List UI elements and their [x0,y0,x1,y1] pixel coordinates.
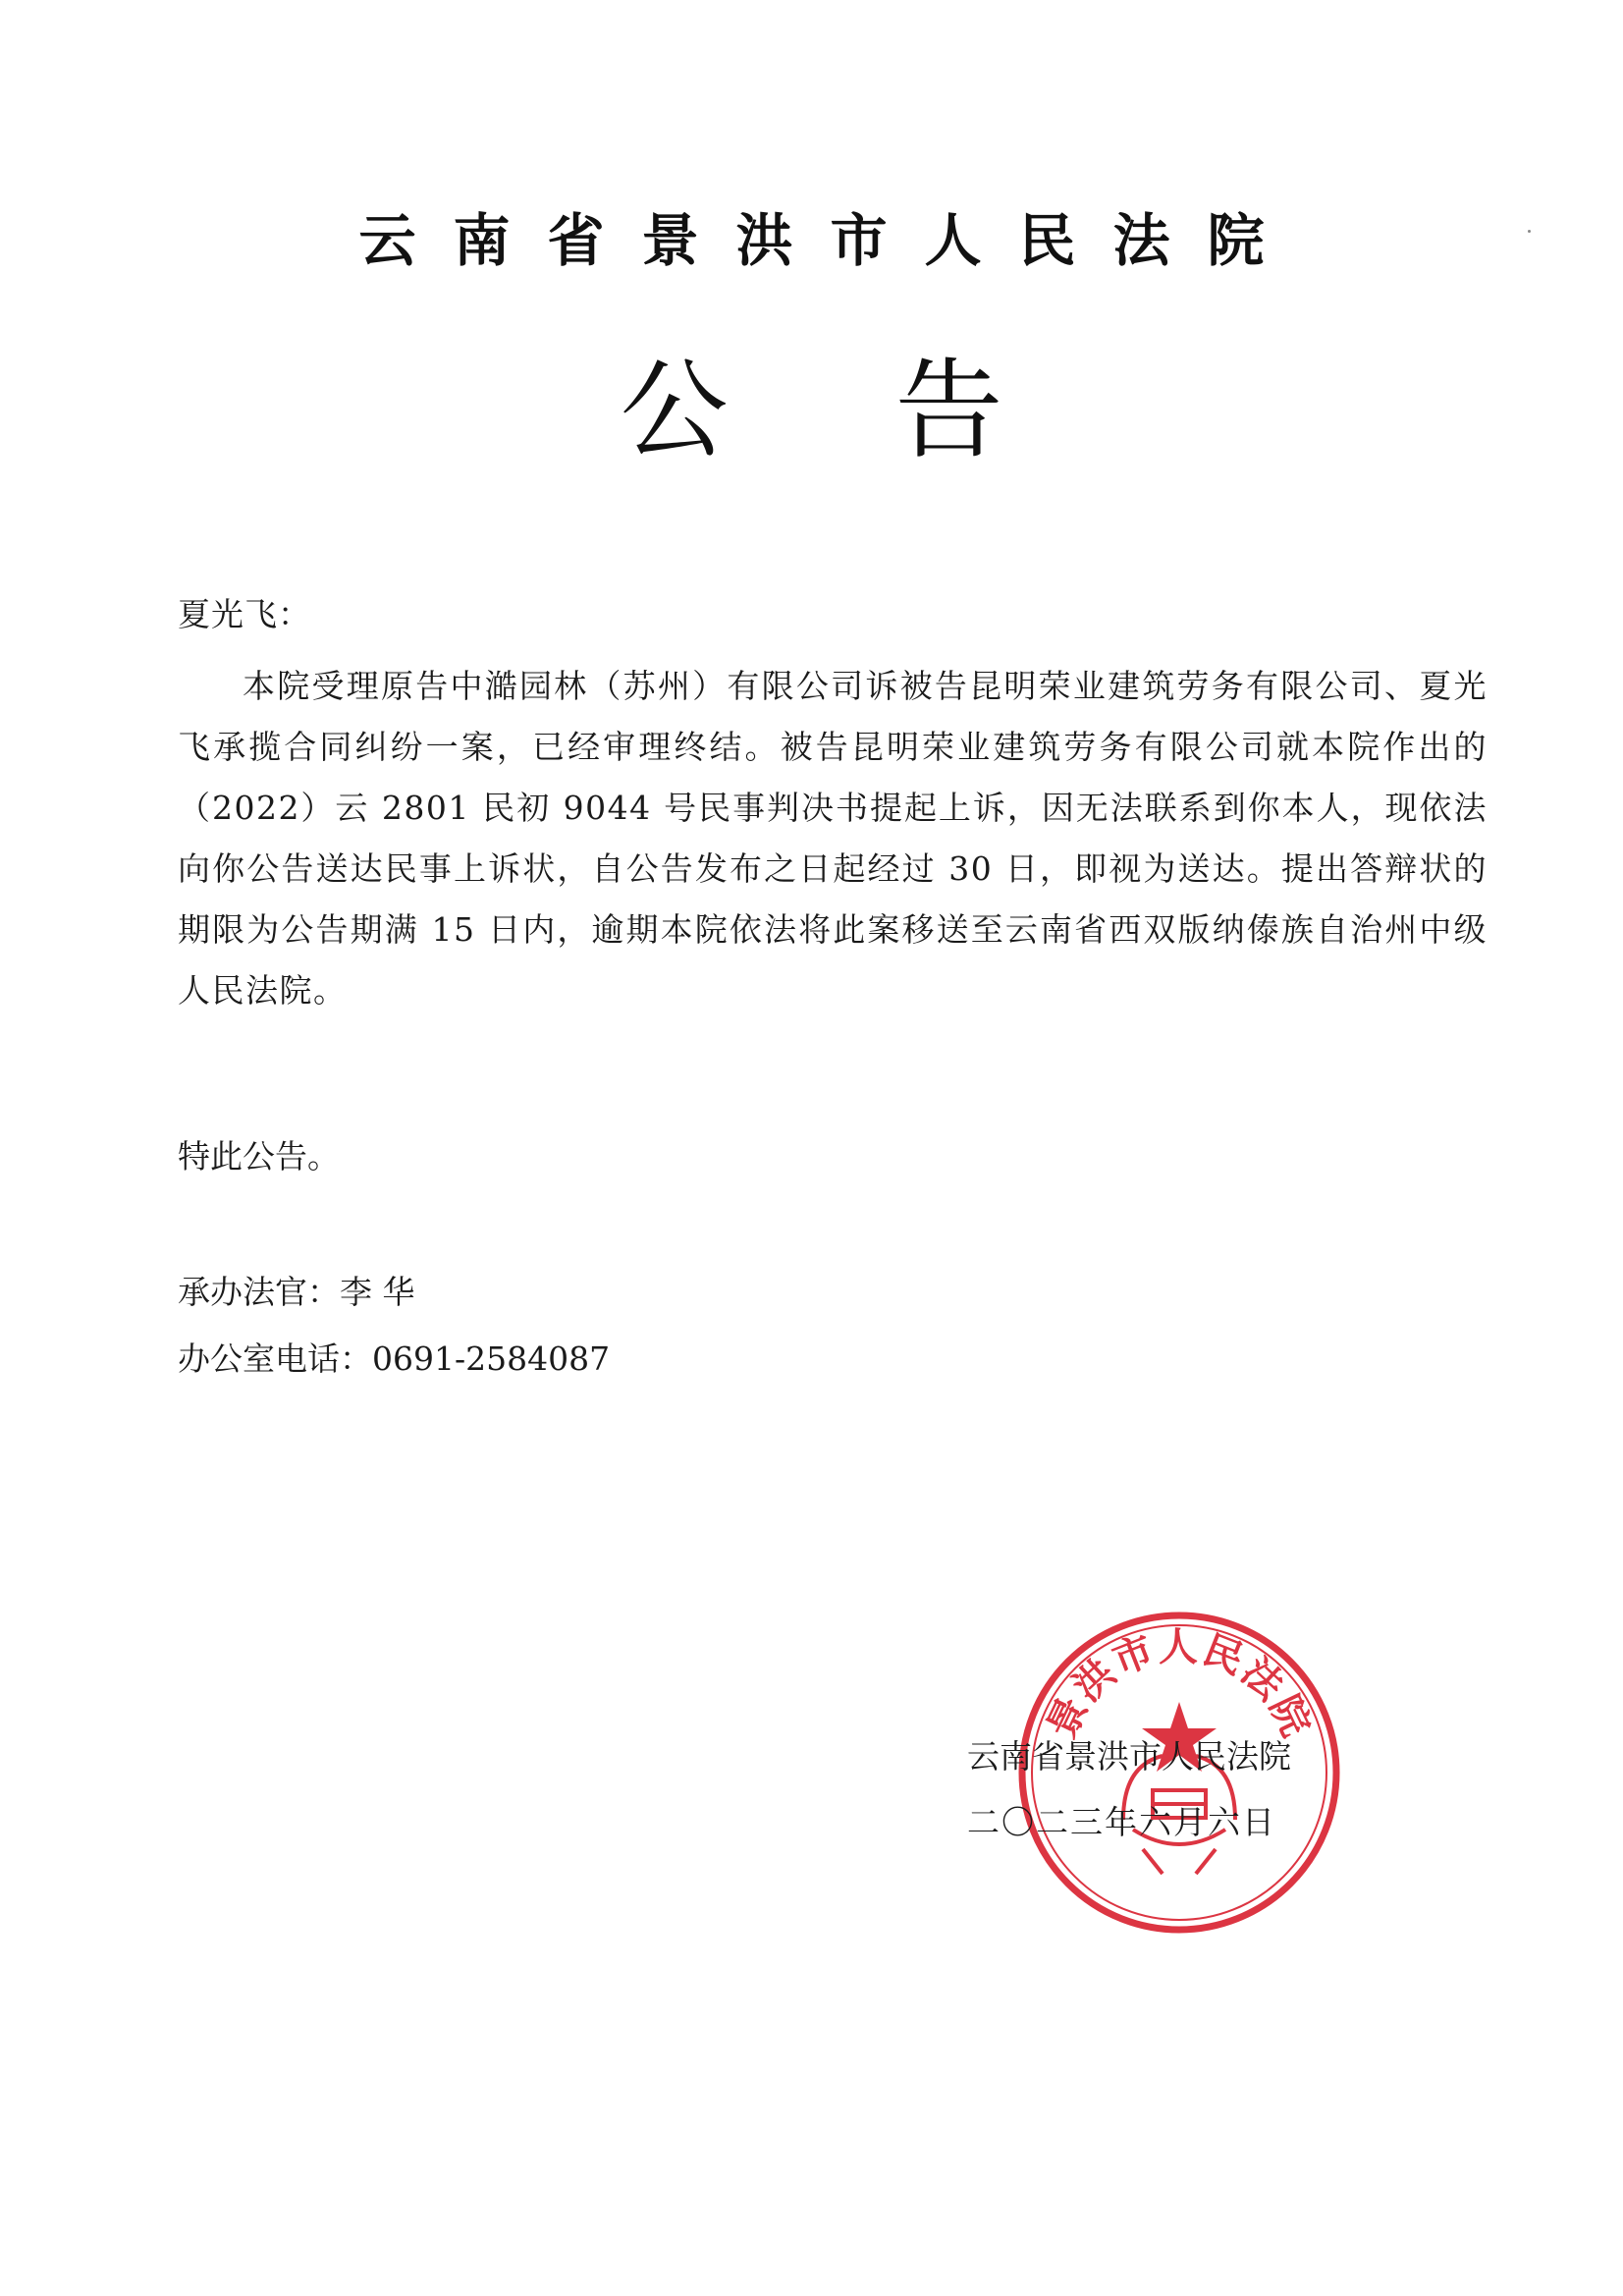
signature-court: 云南省景洪市人民法院 [967,1737,1291,1776]
judge-line: 承办法官：李 华 [178,1273,415,1311]
phone-line: 办公室电话：0691-2584087 [178,1339,611,1378]
signature-date: 二〇二三年六月六日 [967,1803,1276,1841]
notice-body: 本院受理原告中澔园林（苏州）有限公司诉被告昆明荣业建筑劳务有限公司、夏光飞承揽合同纠纷一案，已经审理终结。被告昆明荣业建筑劳务有限公司就本院作出的（2022）云 2801 民初 9044 号民事判决书提起上诉，因无法联系到你本人，现依法向你公告送达民事上诉状，自公告发布之日起经过 30 日，即视为送达。提出答辩状的期限为公告期满 15 日内，逾期本院依法将此案移送至云南省西双版纳傣族自治州中级人民法院。 [178,667,1488,1010]
scan-speck [1528,230,1531,233]
addressee: 夏光飞： [178,595,311,633]
seal-text: 景洪市人民法院 [1038,1623,1321,1746]
notice-title: 公告 [620,348,1170,473]
closing-line: 特此公告。 [178,1137,340,1175]
court-name-heading: 云南省景洪市人民法院 [358,207,1302,274]
